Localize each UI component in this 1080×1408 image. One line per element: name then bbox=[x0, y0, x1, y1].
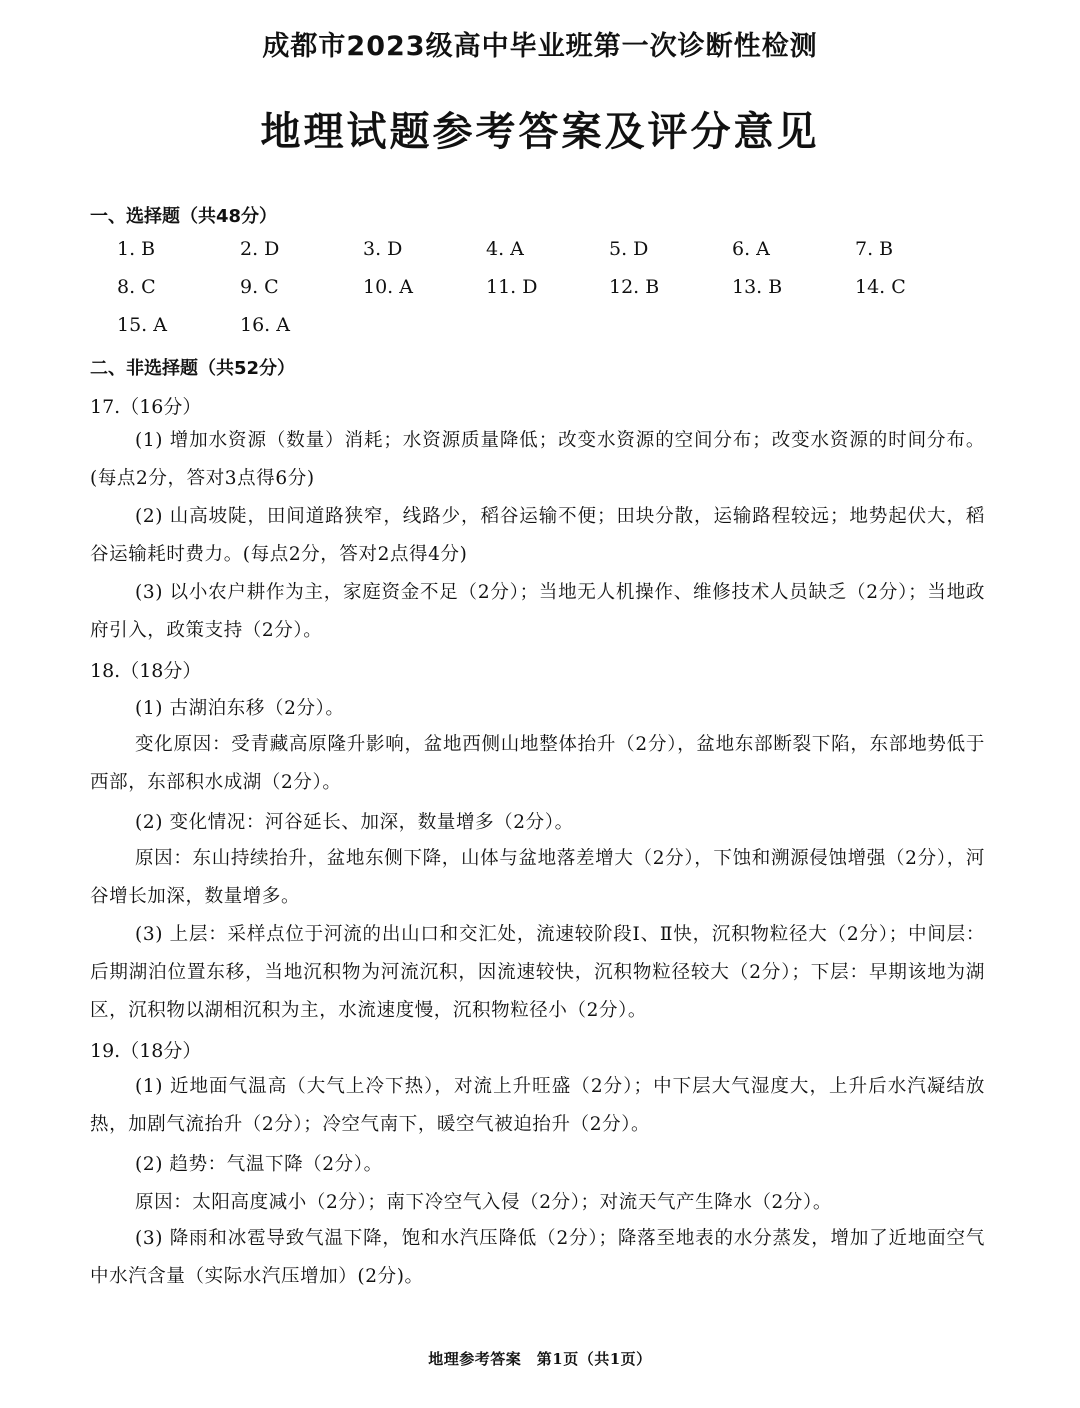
answer-item: 5. D bbox=[609, 238, 649, 260]
page-footer: 地理参考答案 第1页（共1页） bbox=[428, 1350, 652, 1368]
question-18-number: 18.（18分） bbox=[90, 660, 202, 682]
answer-row-2 bbox=[0, 276, 1080, 306]
question-19-part-2: (2) 趋势：气温下降（2分）。 bbox=[135, 1154, 383, 1175]
answer-item: 9. C bbox=[240, 276, 279, 298]
question-18-part-1: (1) 古湖泊东移（2分）。 bbox=[135, 698, 345, 719]
answer-item: 6. A bbox=[732, 238, 770, 260]
answer-item: 7. B bbox=[855, 238, 894, 260]
question-19-part-1: (1) 近地面气温高（大气上冷下热），对流上升旺盛（2分）；中下层大气湿度大，上升后水汽凝结放热，加剧气流抬升（2分）；冷空气南下，暖空气被迫抬升（2分）。 bbox=[90, 1076, 985, 1135]
question-17-part-1: (1) 增加水资源（数量）消耗；水资源质量降低；改变水资源的空间分布；改变水资源的时间分布。(每点2分，答对3点得6分) bbox=[90, 430, 985, 489]
question-17-part-3: (3) 以小农户耕作为主，家庭资金不足（2分）；当地无人机操作、维修技术人员缺乏（2分）；当地政府引入，政策支持（2分）。 bbox=[90, 582, 985, 641]
answer-item: 2. D bbox=[240, 238, 280, 260]
question-17-number: 17.（16分） bbox=[90, 396, 202, 418]
answer-row-1 bbox=[0, 238, 1080, 268]
question-18-reason-2: 原因：东山持续抬升，盆地东侧下降，山体与盆地落差增大（2分），下蚀和溯源侵蚀增强（2分），河谷增长加深，数量增多。 bbox=[90, 848, 985, 907]
answer-item: 8. C bbox=[117, 276, 156, 298]
answer-item: 1. B bbox=[117, 238, 156, 260]
question-17-part-2: (2) 山高坡陡，田间道路狭窄，线路少，稻谷运输不便；田块分散，运输路程较远；地势起伏大，稻谷运输耗时费力。(每点2分，答对2点得4分) bbox=[90, 506, 985, 565]
answer-item: 16. A bbox=[240, 314, 290, 336]
answer-row-3 bbox=[0, 314, 1080, 344]
answer-item: 14. C bbox=[855, 276, 906, 298]
answer-item: 12. B bbox=[609, 276, 660, 298]
answer-item: 4. A bbox=[486, 238, 524, 260]
section-multiple-choice-title: 一、选择题（共48分） bbox=[90, 206, 278, 227]
answer-item: 13. B bbox=[732, 276, 783, 298]
answer-item: 11. D bbox=[486, 276, 538, 298]
answer-item: 3. D bbox=[363, 238, 403, 260]
answer-item: 10. A bbox=[363, 276, 413, 298]
exam-title: 成都市2023级高中毕业班第一次诊断性检测 bbox=[262, 31, 818, 62]
document-title: 地理试题参考答案及评分意见 bbox=[260, 109, 820, 155]
question-18-part-3: (3) 上层：采样点位于河流的出山口和交汇处，流速较阶段Ⅰ、Ⅱ快，沉积物粒径大（2分）；中间层：后期湖泊位置东移，当地沉积物为河流沉积，因流速较快，沉积物粒径较大（2分）；下层：早期该地为湖区，沉积物以湖相沉积为主，水流速度慢，沉积物粒径小（2分）。 bbox=[90, 924, 985, 1021]
question-18-part-2: (2) 变化情况：河谷延长、加深，数量增多（2分）。 bbox=[135, 812, 574, 833]
answer-item: 15. A bbox=[117, 314, 167, 336]
question-18-reason-1: 变化原因：受青藏高原隆升影响，盆地西侧山地整体抬升（2分），盆地东部断裂下陷，东部地势低于西部，东部积水成湖（2分）。 bbox=[90, 734, 985, 793]
section-free-response-title: 二、非选择题（共52分） bbox=[90, 358, 296, 379]
question-19-reason: 原因：太阳高度减小（2分）；南下冷空气入侵（2分）；对流天气产生降水（2分）。 bbox=[135, 1192, 832, 1213]
question-19-number: 19.（18分） bbox=[90, 1040, 202, 1062]
question-19-part-3: (3) 降雨和冰雹导致气温下降，饱和水汽压降低（2分）；降落至地表的水分蒸发，增加了近地面空气中水汽含量（实际水汽压增加）(2分)。 bbox=[90, 1228, 985, 1287]
